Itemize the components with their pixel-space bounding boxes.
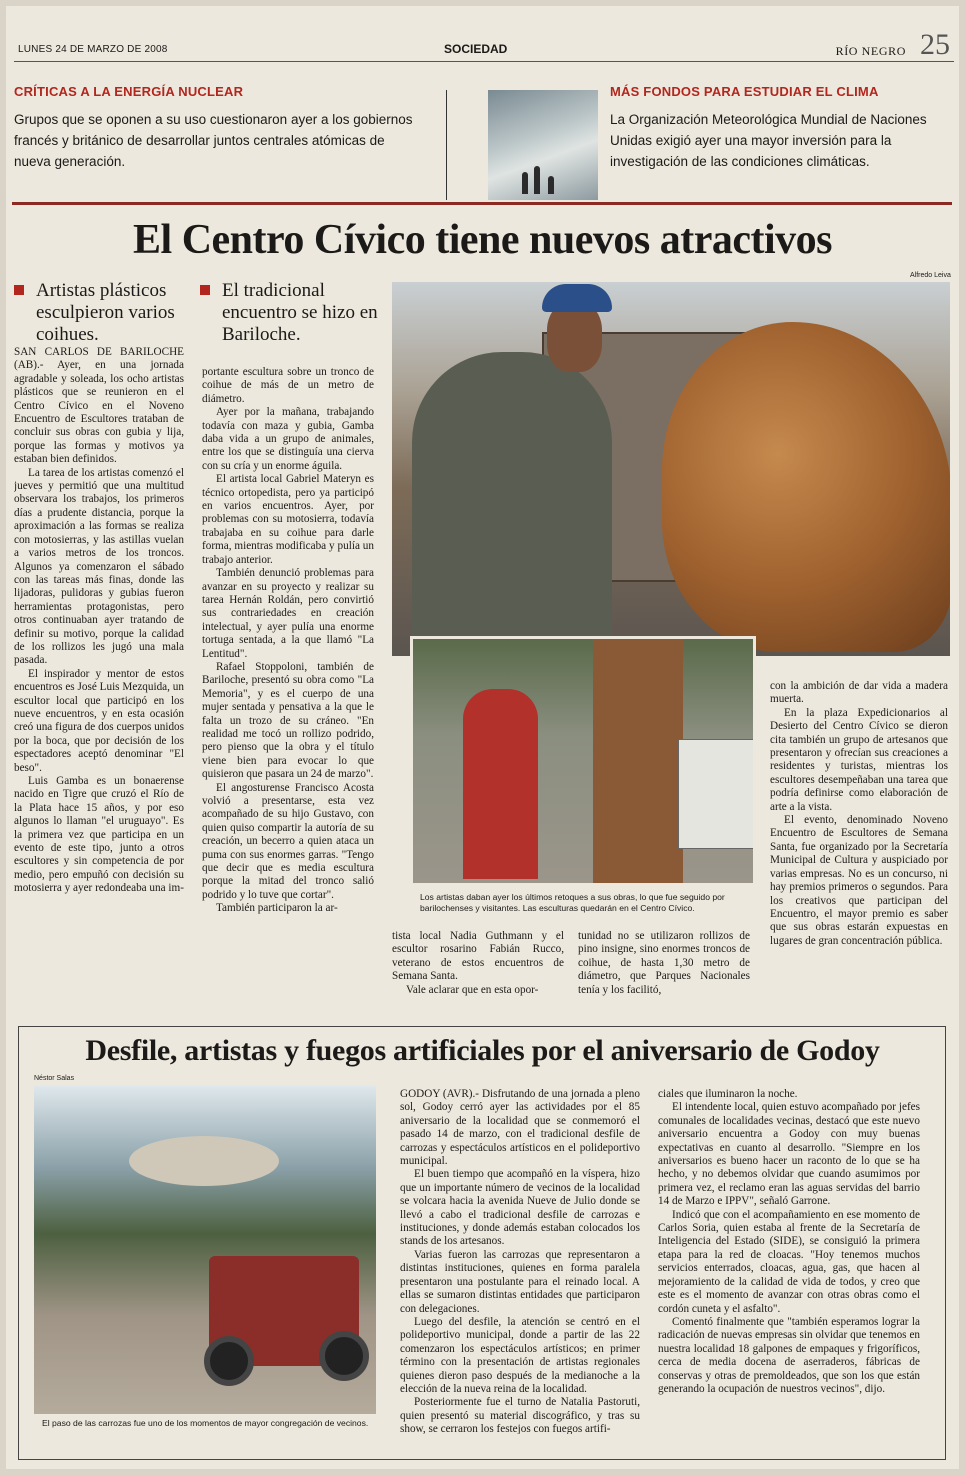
- paragraph: Posteriormente fue el turno de Natalia Pastoruti, quien presentó su material discográfico, y tras su show, se cerraron los festejos con fuegos artifi-: [400, 1396, 640, 1434]
- article-column-2: [202, 366, 374, 1006]
- article-headline: El Centro Cívico tiene nuevos atractivos: [133, 217, 832, 263]
- paragraph: El buen tiempo que acompañó en la víspera, hizo que un importante número de vecinos de la localidad se volcara hacia la avenida Nueve de Julio donde se llevó a cabo el tradicional desfile de carrozas e instituciones, y donde además estaban colocados los stands de los artesanos.: [400, 1168, 640, 1248]
- deck-2: [200, 280, 380, 346]
- sculptor-photo: [392, 282, 950, 656]
- deck-1: [14, 280, 194, 346]
- paragraph: En la plaza Expedicionarios al Desierto del Centro Cívico se dieron cita también un grupo de artesanos que presentaron y ofrecían sus creaciones a residentes y turistas, mientras los escultores desempeñaban una tarea que podría definirse como elaboración de arte a la vista.: [770, 706, 948, 813]
- paragraph: El angosturense Francisco Acosta volvió a presentarse, esta vez acompañado de su hijo Gustavo, con quien quiso compartir la autoría de su creación, un becerro a quien ataca un puma con sus enormes garras. "Tengo que decir que es media escultura porque la mitad del tronco salió podrido y lo tuve que cortar".: [202, 781, 374, 901]
- paragraph: Vale aclarar que en esta opor-: [406, 983, 539, 996]
- deck-text: El tradicional encuentro se hizo en Bariloche.: [222, 280, 378, 345]
- brief-title: MÁS FONDOS PARA ESTUDIAR EL CLIMA: [610, 84, 879, 99]
- issue-date: LUNES 24 DE MARZO DE 2008: [18, 44, 168, 55]
- newspaper-page: [6, 6, 959, 1469]
- paragraph: Comentó finalmente que "también esperamos lograr la radicación de nuevas empresas sin olvidar que tenemos en nuestra localidad 18 galpones de empaques y frigoríficos, cerca de media docena de aserraderos, fábricas de conservas y otras de premoldeados, que son los que están generando la ocupación de nuestros vecinos", dijo.: [658, 1315, 920, 1395]
- paragraph: Indicó que con el acompañamiento en ese momento de Carlos Soria, quien estaba al frente de la Secretaría de Inteligencia del Estado (SIDE), se consiguió la primera etapa para la red de cloacas. "Hoy tenemos muchos servicios enterrados, cloacas, agua, gas, que hacen al mejoramiento de la calidad de vida de todos, y creo que este es el momento de avanzar con otras obras como el cordón cuneta y el asfalto".: [658, 1208, 920, 1315]
- deck-text: Artistas plásticos esculpieron varios coihues.: [36, 280, 175, 345]
- photo-caption: El paso de las carrozas fue uno de los momentos de mayor congregación de vecinos.: [42, 1418, 369, 1428]
- divider: [12, 202, 952, 205]
- page-header: [14, 28, 954, 62]
- article-headline: Desfile, artistas y fuegos artificiales por el aniversario de Godoy: [85, 1034, 880, 1067]
- brief-nuclear: [14, 84, 424, 172]
- paragraph: portante escultura sobre un tronco de coihue de más de un metro de diámetro.: [202, 366, 374, 405]
- climate-photo: [488, 90, 598, 200]
- article-column-5: [770, 680, 948, 1008]
- paragraph: SAN CARLOS DE BARILOCHE (AB).- Ayer, en una jornada agradable y soleada, los ocho artistas plásticos que se reunieron en el Centro Cívico en el Noveno Encuentro de Escultores trataban de concluir sus obras con gubia y lija, porque las formas y motivos ya estaban bien definidos.: [14, 346, 184, 466]
- paragraph: Rafael Stoppoloni, también de Bariloche, presentó su obra como "La Memoria", y es el cuerpo de una mujer sentada y pensativa a la que le falta un trozo de su cráneo. "En realidad me tocó un rollizo podrido, pero pienso que la obra y el título viene bien para evocar lo que quisieron que pasara un 24 de marzo".: [202, 660, 374, 781]
- parade-photo: [34, 1086, 376, 1414]
- paragraph: El inspirador y mentor de estos encuentros es José Luis Mezquida, un escultor local que participó en los nueve encuentros, y en esta ocasión creó una figura de dos cuerpos unidos por la boca, que por decisión de los espectadores aceptó denominar "El beso".: [14, 667, 184, 774]
- paragraph: También participaron la ar-: [216, 902, 338, 915]
- paragraph: Luis Gamba es un bonaerense nacido en Tigre que cruzó el Río de la Plata hace 15 años, y por eso algunos lo llaman "el uruguayo". Es la primera vez que participa en un evento de este tipo, junto a otros escultores y sin competencia de por medio, pero empuñó con decisión su motosierra y ayer redondeaba una im-: [14, 775, 184, 895]
- page-number: 25: [920, 28, 950, 61]
- paragraph: El artista local Gabriel Materyn es técnico ortopedista, pero ya participó en varios encuentros. Ayer, por problemas con su motosierra, todavía trabajaba en su coihue para darle forma, mientras modificaba y pulía un trabajo anterior.: [202, 473, 374, 566]
- paragraph: Ayer por la mañana, trabajando todavía con maza y gubia, Gamba daba vida a un grupo de animales, entre los que se distinguía una cierva con su cría y un enorme águila.: [202, 406, 374, 472]
- paragraph: La tarea de los artistas comenzó el jueves y permitió que una multitud observara los trabajos, los primeros días a prudente distancia, porque la aproximación a las formas se realiza con motosierras, y las astillas vuelan a varios metros de los troncos. Algunos ya comenzaron el sábado con las tareas más finas, donde las lijadoras, pulidoras y gubias fueron herramientas protagonistas, pero otros continuaban ayer tratando de definir su motivo, porque la calidad de los rollizos les jugó una mala pasada.: [14, 466, 184, 667]
- paragraph: con la ambición de dar vida a madera muerta.: [770, 680, 948, 706]
- paragraph: También denunció problemas para avanzar en su proyecto y realizar su tarea Hernán Roldán, pero convirtió sus contrariedades en creación intelectual, y ayer pulía una enorme tortuga sentada, a la que llamó "La Lentitud".: [202, 567, 374, 660]
- paragraph: El evento, denominado Noveno Encuentro de Escultores de Semana Santa, fue organizado por la Secretaría Municipal de Cultura y auspiciado por varias empresas. No es un concurso, ni hay premios primeros o segundos. Para los creativos que participan del Encuentro, el mayor premio es saber que sus obras estarán expuestas en lugares de gran concentración pública.: [770, 814, 948, 947]
- article-column-3: [392, 930, 564, 997]
- article-column-1: [14, 346, 184, 996]
- paragraph: tunidad no se utilizaron rollizos de pino insigne, sino enormes troncos de coihue, de hasta 1,30 metro de diámetro, que Parques Nacionales tenía y los facilitó,: [578, 930, 750, 996]
- photo-credit: Néstor Salas: [34, 1075, 75, 1082]
- article-column-2: [658, 1088, 920, 1434]
- photo-caption: Los artistas daban ayer los últimos retoques a sus obras, lo que fue seguido por barilochenses y visitantes. Las esculturas quedarán en el Centro Cívico.: [420, 892, 725, 913]
- brief-climate: [610, 84, 940, 172]
- photo-credit: Alfredo Leiva: [910, 272, 951, 279]
- paragraph: tista local Nadia Guthmann y el escultor rosarino Fabián Rucco, veterano de estos encuentros de Semana Santa.: [392, 930, 564, 983]
- section-name: SOCIEDAD: [444, 42, 508, 56]
- article-column-4: [578, 930, 750, 997]
- paragraph: Luego del desfile, la atención se centró en el polideportivo municipal, donde a partir de las 22 comenzaron los espectáculos artísticos; en primer término con la presentación de artistas regionales quienes dieron paso después de la medianoche a la elección de la nueva reina de la localidad.: [400, 1315, 640, 1395]
- paragraph: ciales que iluminaron la noche.: [658, 1088, 798, 1100]
- newspaper-name: RÍO NEGRO: [835, 44, 906, 58]
- divider: [446, 90, 447, 200]
- paragraph: GODOY (AVR).- Disfrutando de una jornada a pleno sol, Godoy cerró ayer las actividades por el 85 aniversario de la localidad que se conmemoró el pasado 14 de marzo, con el tradicional desfile de carrozas y espectáculos artísticos en el polideportivo municipal.: [400, 1088, 640, 1168]
- paragraph: El intendente local, quien estuvo acompañado por jefes comunales de localidades vecinas, destacó que este nuevo aniversario encuentra a Godoy con muy buenas expectativas en cuanto al desarrollo. "Siempre en los aniversarios es bueno hacer un raconto de lo que se ha hecho, y no debemos olvidar que cuando asumimos por primera vez, el reclamo eran las aguas servidas del barrio 14 de Marzo e IPPV", señaló Garrone.: [658, 1101, 920, 1208]
- brief-text: Grupos que se oponen a su uso cuestionaron ayer a los gobiernos francés y británico de desarrollar juntos centrales atómicas de nueva generación.: [14, 112, 413, 169]
- bullet-square-icon: [200, 285, 210, 295]
- sculpture-photo: [410, 636, 756, 886]
- article-column-1: [400, 1088, 640, 1434]
- paragraph: Varias fueron las carrozas que representaron a distintas instituciones, quienes en forma paralela presentaron una postulante para el reinado local. A ellas se sumaron distintas entidades que participaron con delegaciones.: [400, 1248, 640, 1315]
- brief-title: CRÍTICAS A LA ENERGÍA NUCLEAR: [14, 84, 244, 99]
- bullet-square-icon: [14, 285, 24, 295]
- brief-text: La Organización Meteorológica Mundial de Naciones Unidas exigió ayer una mayor inversión para la investigación de las condiciones climáticas.: [610, 112, 927, 169]
